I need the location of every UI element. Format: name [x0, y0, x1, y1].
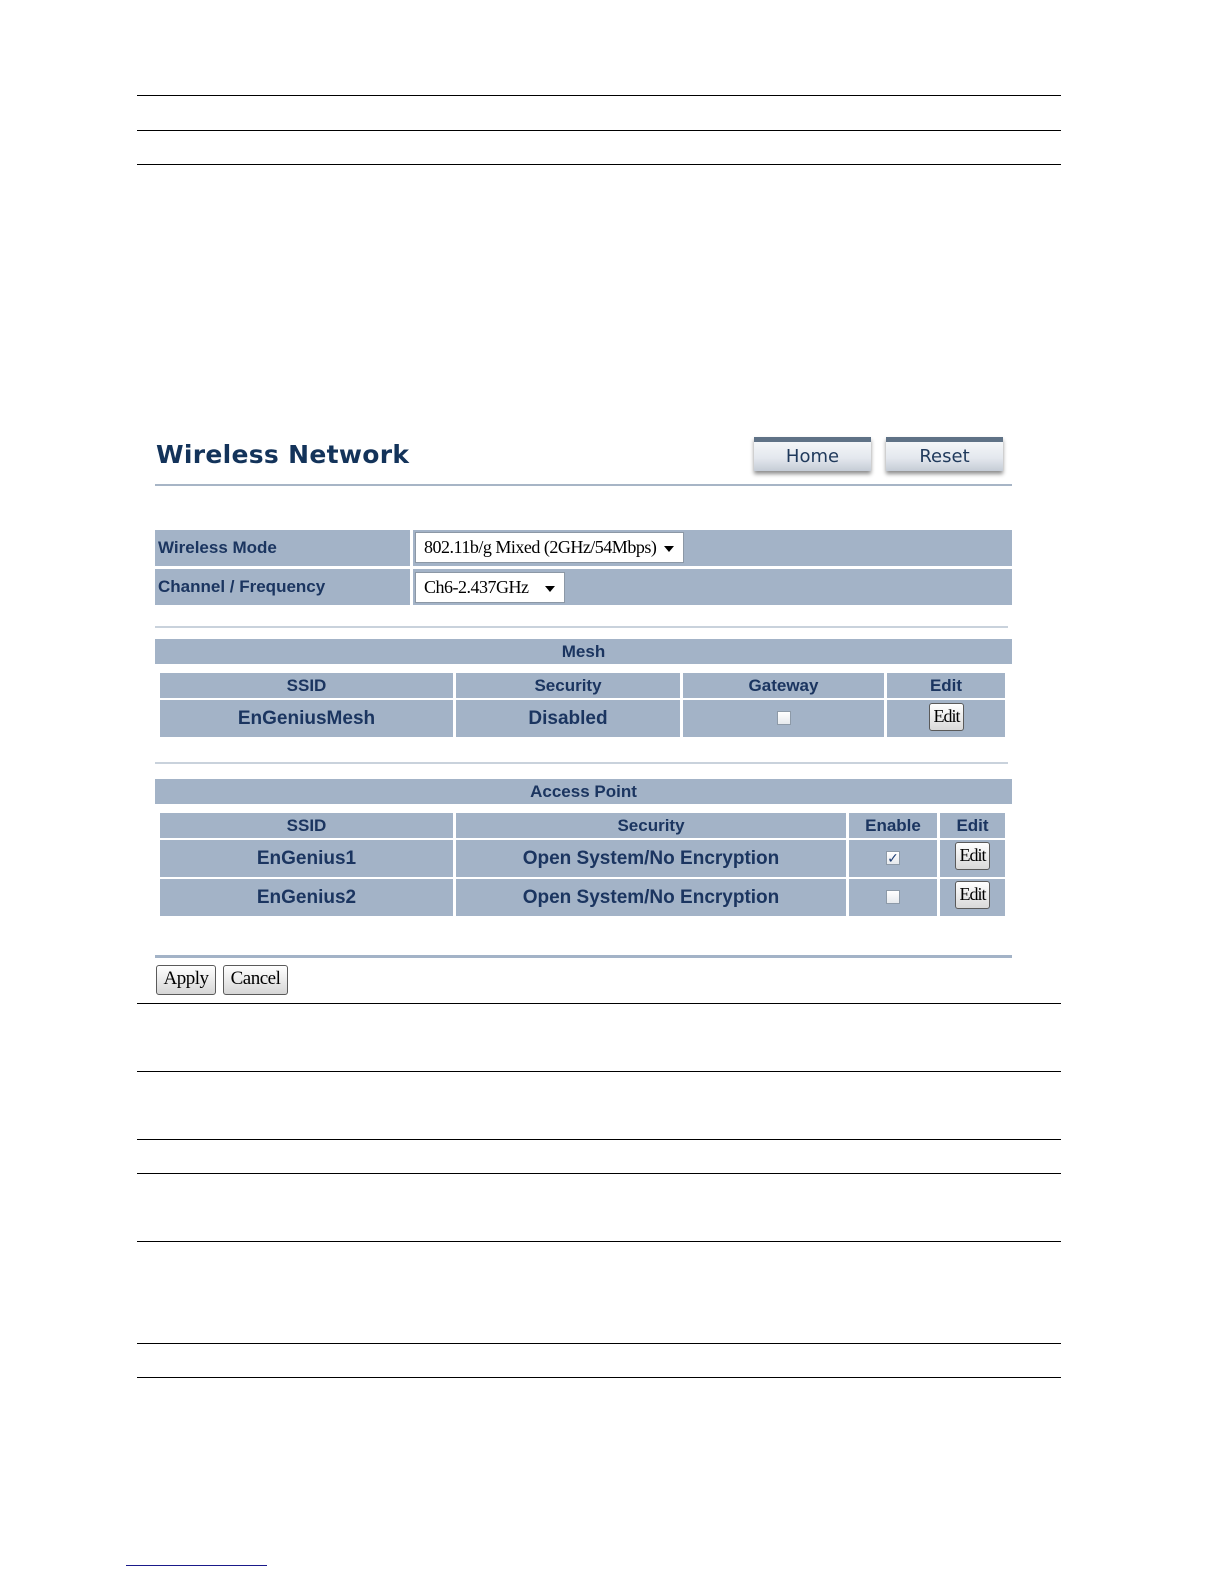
- mesh-edit-cell: [887, 700, 1005, 737]
- channel-frequency-select[interactable]: [415, 572, 565, 603]
- ap-col-edit: Edit: [940, 813, 1005, 838]
- mesh-heading: Mesh: [155, 639, 1012, 664]
- mesh-col-security: Security: [456, 673, 680, 698]
- access-point-heading: Access Point: [155, 779, 1012, 804]
- channel-frequency-cell: [413, 569, 1012, 605]
- ap-col-security: Security: [456, 813, 846, 838]
- ap-edit-button[interactable]: Edit: [955, 842, 990, 870]
- doc-rule: [137, 1343, 1061, 1344]
- section-divider: [155, 762, 1008, 764]
- wireless-mode-select[interactable]: [415, 532, 684, 563]
- gateway-checkbox[interactable]: [777, 711, 791, 725]
- mesh-col-ssid: SSID: [160, 673, 453, 698]
- mesh-gateway-cell: [683, 700, 884, 737]
- ap-edit-cell: [940, 840, 1005, 877]
- enable-checkbox[interactable]: [886, 890, 900, 904]
- ap-ssid: EnGenius2: [160, 879, 453, 916]
- check-icon: ✓: [887, 850, 899, 866]
- footer-rule: [126, 1565, 267, 1566]
- ap-security: Open System/No Encryption: [456, 840, 846, 877]
- ap-ssid: EnGenius1: [160, 840, 453, 877]
- wireless-mode-label: Wireless Mode: [155, 530, 410, 566]
- doc-rule: [137, 1071, 1061, 1072]
- apply-button[interactable]: Apply: [156, 965, 216, 995]
- channel-frequency-label: Channel / Frequency: [155, 569, 410, 605]
- mesh-security: Disabled: [456, 700, 680, 737]
- mesh-col-edit: Edit: [887, 673, 1005, 698]
- reset-button[interactable]: Reset: [886, 437, 1003, 471]
- ap-enable-cell: [849, 879, 937, 916]
- doc-rule: [137, 164, 1061, 165]
- doc-rule: [137, 1139, 1061, 1140]
- doc-rule: [137, 1173, 1061, 1174]
- cancel-button[interactable]: Cancel: [223, 965, 288, 995]
- ap-edit-cell: [940, 879, 1005, 916]
- dropdown-arrow-icon: [664, 546, 674, 552]
- dropdown-arrow-icon: [545, 586, 555, 592]
- section-divider: [155, 626, 1008, 628]
- ap-enable-cell: [849, 840, 937, 877]
- doc-rule: [137, 1003, 1061, 1004]
- wireless-mode-cell: [413, 530, 1012, 566]
- mesh-col-gateway: Gateway: [683, 673, 884, 698]
- home-button[interactable]: Home: [754, 437, 871, 471]
- doc-rule: [137, 1241, 1061, 1242]
- ap-edit-button[interactable]: Edit: [955, 881, 990, 909]
- ap-security: Open System/No Encryption: [456, 879, 846, 916]
- page-title: Wireless Network: [156, 440, 410, 469]
- doc-rule: [137, 95, 1061, 96]
- doc-rule: [137, 1377, 1061, 1378]
- doc-rule: [137, 130, 1061, 131]
- mesh-edit-button[interactable]: Edit: [929, 703, 964, 731]
- enable-checkbox[interactable]: [886, 851, 900, 865]
- ap-col-enable: Enable: [849, 813, 937, 838]
- channel-frequency-value: Ch6-2.437GHz: [424, 577, 529, 597]
- ap-col-ssid: SSID: [160, 813, 453, 838]
- form-divider: [155, 955, 1012, 958]
- wireless-mode-value: 802.11b/g Mixed (2GHz/54Mbps): [424, 537, 657, 557]
- mesh-ssid: EnGeniusMesh: [160, 700, 453, 737]
- title-divider: [155, 484, 1012, 486]
